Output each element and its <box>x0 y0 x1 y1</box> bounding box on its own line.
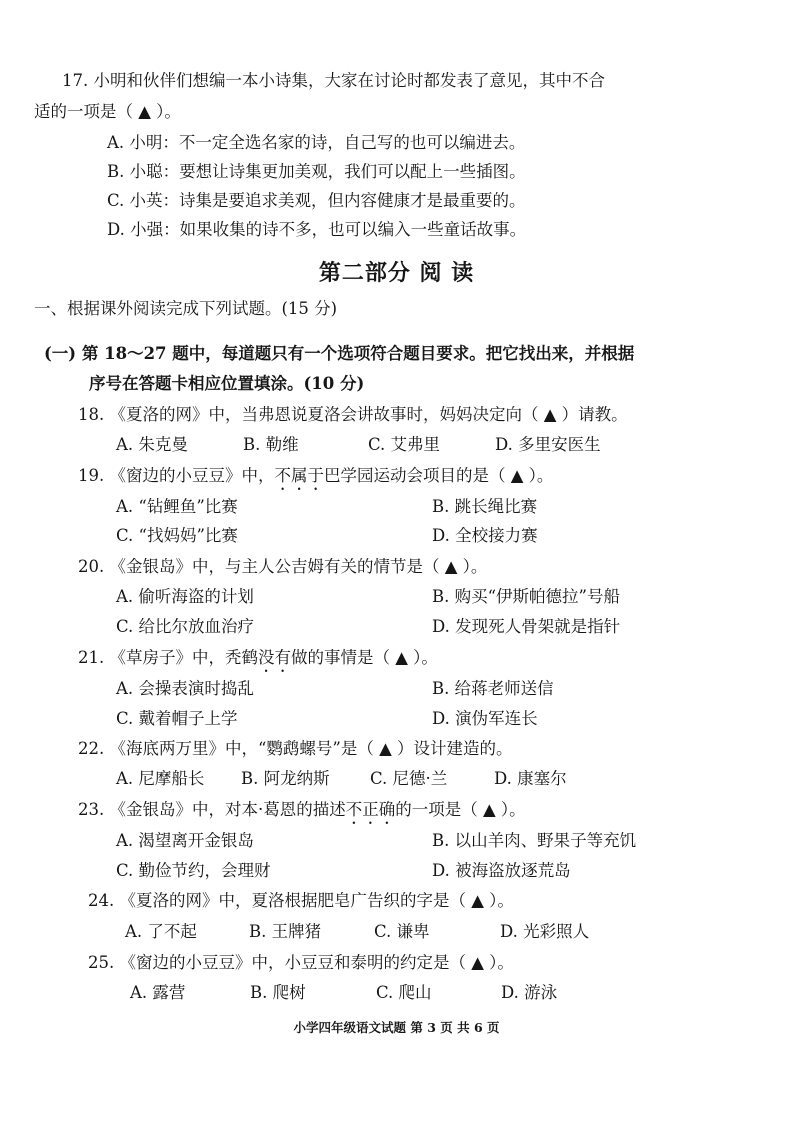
page-footer: 小学四年级语文试题 第 3 页 共 6 页 <box>293 1020 500 1035</box>
q24-text: 24. 《夏洛的网》中，夏洛根据肥皂广告织的字是（ ▲ ）。 <box>88 891 514 910</box>
q18-option-d: D. 多里安医生 <box>495 435 601 454</box>
q19-option-c: C. “找妈妈”比赛 <box>116 526 238 545</box>
q21-emphasis: 没有 <box>258 648 291 667</box>
q22-option-b: B. 阿龙纳斯 <box>241 769 330 788</box>
q24-option-c: C. 谦卑 <box>374 922 430 941</box>
q18-option-a: A. 朱克曼 <box>116 435 188 454</box>
q19-option-d: D. 全校接力赛 <box>432 526 538 545</box>
q21-text-post: 做的事情是（ ▲ ）。 <box>291 648 438 667</box>
q23-option-c: C. 勤俭节约，会理财 <box>116 861 271 880</box>
q17-option-d: D. 小强：如果收集的诗不多，也可以编入一些童话故事。 <box>107 220 527 239</box>
q22-option-c: C. 尼德·兰 <box>370 769 448 788</box>
q24-option-d: D. 光彩照人 <box>500 922 590 941</box>
q25-text: 25. 《窗边的小豆豆》中，小豆豆和泰明的约定是（ ▲ ）。 <box>88 953 514 972</box>
q19-text <box>78 465 553 494</box>
q18-option-b: B. 勒维 <box>243 435 299 454</box>
q25-option-a: A. 露营 <box>130 983 186 1002</box>
q22-option-a: A. 尼摩船长 <box>116 769 205 788</box>
q21-text <box>78 647 438 676</box>
q20-option-b: B. 购买“伊斯帕德拉”号船 <box>432 587 620 606</box>
q25-option-c: C. 爬山 <box>376 983 432 1002</box>
q22-option-d: D. 康塞尔 <box>494 769 567 788</box>
q23-option-a: A. 渴望离开金银岛 <box>116 831 254 850</box>
q19-option-a: A. “钻鲤鱼”比赛 <box>116 497 238 516</box>
q18-option-c: C. 艾弗里 <box>368 435 441 454</box>
section-heading: 一、根据课外阅读完成下列试题。(15 分) <box>34 299 338 318</box>
q23-emphasis: 不正确 <box>345 800 396 819</box>
q21-option-c: C. 戴着帽子上学 <box>116 709 238 728</box>
q23-text-post: 的一项是（ ▲ ）。 <box>395 800 526 819</box>
q21-option-b: B. 给蒋老师送信 <box>432 679 554 698</box>
q21-text-pre: 21. 《草房子》中，秃鹤 <box>78 648 258 667</box>
q17-line1: 17. 小明和伙伴们想编一本小诗集，大家在讨论时都发表了意见，其中不合 <box>62 71 605 90</box>
q23-option-d: D. 被海盗放逐荒岛 <box>432 861 571 880</box>
q17-option-b: B. 小聪：要想让诗集更加美观，我们可以配上一些插图。 <box>107 162 526 181</box>
q21-option-d: D. 演伪军连长 <box>432 709 538 728</box>
part-title: 第二部分 阅 读 <box>318 260 475 286</box>
q19-text-pre: 19. 《窗边的小豆豆》中， <box>78 466 275 485</box>
q24-option-b: B. 王牌猪 <box>249 922 322 941</box>
q20-option-d: D. 发现死人骨架就是指针 <box>432 617 621 636</box>
q22-text: 22. 《海底两万里》中，“鹦鹉螺号”是（ ▲ ）设计建造的。 <box>78 739 513 758</box>
q24-option-a: A. 了不起 <box>125 922 197 941</box>
q17-option-a: A. 小明：不一定全选名家的诗，自己写的也可以编进去。 <box>107 133 526 152</box>
q17-option-c: C. 小英：诗集是要追求美观，但内容健康才是最重要的。 <box>107 191 526 210</box>
q23-text-pre: 23. 《金银岛》中，对本·葛恩的描述 <box>78 800 346 819</box>
subsection-instruction-line1: (一) 第 18～27 题中，每道题只有一个选项符合题目要求。把它找出来，并根据 <box>44 344 635 363</box>
q21-option-a: A. 会操表演时捣乱 <box>116 679 254 698</box>
q25-option-d: D. 游泳 <box>501 983 558 1002</box>
q23-text <box>78 799 526 828</box>
q25-option-b: B. 爬树 <box>250 983 306 1002</box>
q19-emphasis: 不属于 <box>274 466 324 485</box>
q17-line2: 适的一项是（ ▲ ）。 <box>34 102 181 121</box>
subsection-instruction-line2: 序号在答题卡相应位置填涂。(10 分) <box>89 374 365 393</box>
q20-option-a: A. 偷听海盗的计划 <box>116 587 254 606</box>
q20-text: 20. 《金银岛》中，与主人公吉姆有关的情节是（ ▲ ）。 <box>78 557 488 576</box>
q23-option-b: B. 以山羊肉、野果子等充饥 <box>432 831 637 850</box>
q18-text: 18. 《夏洛的网》中，当弗恩说夏洛会讲故事时，妈妈决定向（ ▲ ）请教。 <box>78 405 628 424</box>
q19-option-b: B. 跳长绳比赛 <box>432 497 538 516</box>
q19-text-post: 巴学园运动会项目的是（ ▲ ）。 <box>324 466 554 485</box>
q20-option-c: C. 给比尔放血治疗 <box>116 617 255 636</box>
